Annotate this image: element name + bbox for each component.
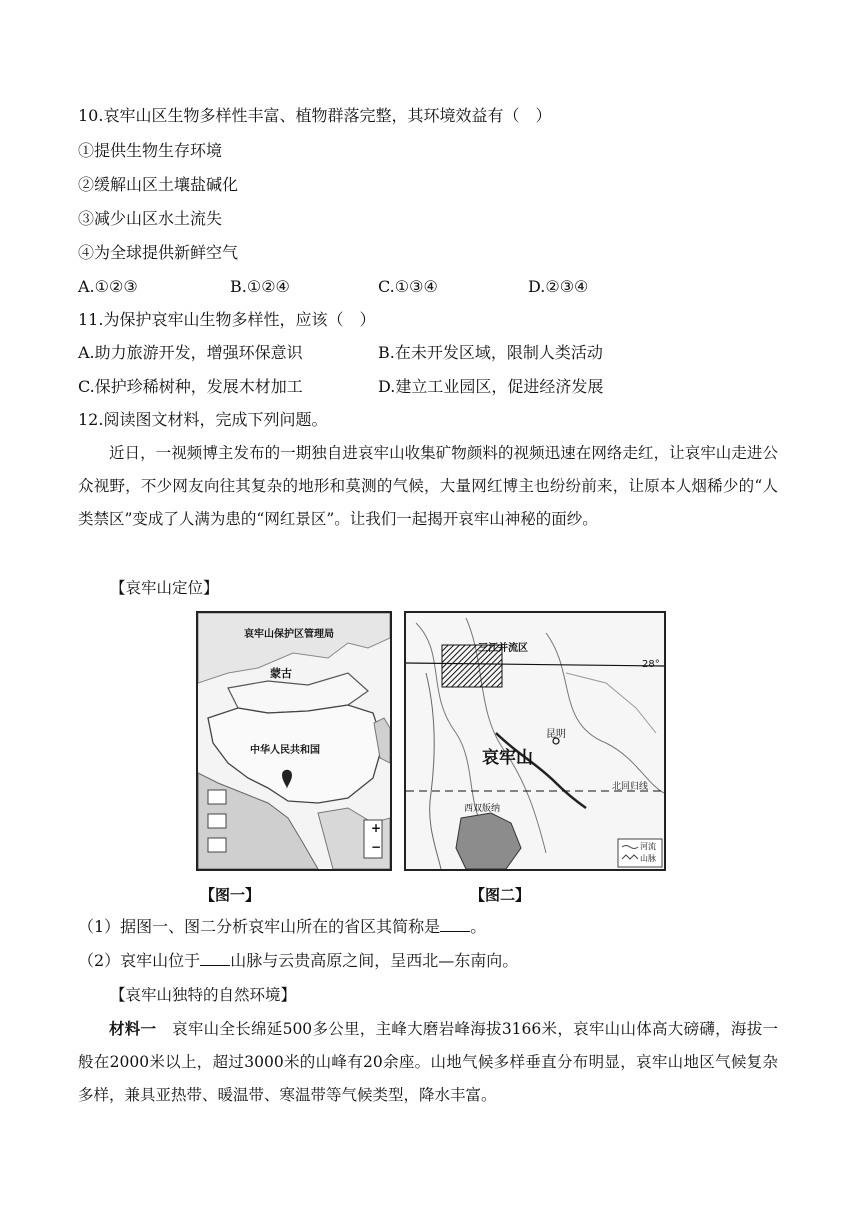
question-10-stem: 10.哀牢山区生物多样性丰富、植物群落完整，其环境效益有（ ） xyxy=(78,106,552,125)
material-1-text: 哀牢山全长绵延500多公里，主峰大磨岩峰海拔3166米，哀牢山山体高大磅礴，海拔一般在2000米以上，超过3000米的山峰有20余座。山地气候多样垂直分布明显，哀牢山地区气候复杂多样，兼具亚热带、暖温带、寒温带等气候类型，降水丰富。 xyxy=(78,1020,778,1104)
question-10-option-c: C.①③④ xyxy=(378,277,438,296)
section-environment-heading: 【哀牢山独特的自然环境】 xyxy=(110,986,297,1004)
subquestion-2-blank[interactable] xyxy=(200,951,230,966)
map-1-zoom-minus[interactable]: − xyxy=(371,840,382,854)
question-10-option-d: D.②③④ xyxy=(528,277,589,296)
subquestion-2 xyxy=(78,951,518,971)
map-1-title: 哀牢山保护区管理局 xyxy=(244,629,334,640)
map-figure-2 xyxy=(404,611,666,871)
subquestion-2-text: （2）哀牢山位于 xyxy=(78,951,201,970)
map-1-caption: 【图一】 xyxy=(200,886,261,904)
subquestion-1-text: （1）据图一、图二分析哀牢山所在的省区其简称是 xyxy=(78,917,441,936)
subquestion-1-end: 。 xyxy=(470,917,487,936)
subquestion-2-end: 山脉与云贵高原之间，呈西北—东南向。 xyxy=(230,951,519,970)
question-12-intro: 近日，一视频博主发布的一期独自进哀牢山收集矿物颜料的视频迅速在网络走红，让哀牢山走进公众视野，不少网友向往其复杂的地形和莫测的气候，大量网红博主也纷纷前来，让原本人烟稀少的“人类禁区”变成了人满为患的“网红景区”。让我们一起揭开哀牢山神秘的面纱。 xyxy=(78,444,778,528)
question-10-item-1: ①提供生物生存环境 xyxy=(78,141,223,160)
map-2-label-tropic: 北回归线 xyxy=(612,782,649,792)
question-10-item-4: ④为全球提供新鲜空气 xyxy=(78,243,239,262)
subquestion-1-blank[interactable] xyxy=(440,917,470,932)
question-10-option-b: B.①②④ xyxy=(230,277,290,296)
question-11-option-a: A.助力旅游开发，增强环保意识 xyxy=(78,343,303,362)
question-11-option-b: B.在未开发区域，限制人类活动 xyxy=(378,343,603,362)
map-1-label-mongolia: 蒙古 xyxy=(270,667,292,680)
map-2-drawing xyxy=(406,613,664,869)
question-10-item-2: ②缓解山区土壤盐碱化 xyxy=(78,175,239,194)
map-2-label-xishuangbanna: 西双版纳 xyxy=(464,804,501,814)
question-10-item-3: ③减少山区水土流失 xyxy=(78,209,223,228)
question-10-option-a: A.①②③ xyxy=(78,277,138,296)
subquestion-1 xyxy=(78,917,486,937)
map-1-zoom-plus[interactable]: + xyxy=(371,821,382,835)
map-2-caption: 【图二】 xyxy=(470,886,531,904)
map-2-legend-river: 河流 xyxy=(640,842,656,851)
question-11-option-c: C.保护珍稀树种，发展木材加工 xyxy=(78,377,303,396)
map-2-label-kunming: 昆明 xyxy=(546,729,566,740)
map-2-label-sanjiang: 三江并流区 xyxy=(478,643,528,654)
map-1-label-china: 中华人民共和国 xyxy=(250,745,320,756)
material-1 xyxy=(78,1012,778,1112)
map-2-label-ailao: 哀牢山 xyxy=(482,748,533,768)
map-2-label-latitude: 28° xyxy=(642,659,660,670)
section-location-heading: 【哀牢山定位】 xyxy=(110,579,219,597)
map-2-legend-mountain: 山脉 xyxy=(640,854,656,863)
question-11-option-d: D.建立工业园区，促进经济发展 xyxy=(378,377,604,396)
question-11-stem: 11.为保护哀牢山生物多样性，应该（ ） xyxy=(78,310,376,329)
material-1-label: 材料一 xyxy=(109,1019,157,1038)
map-figure-1 xyxy=(196,611,392,871)
question-12-stem: 12.阅读图文材料，完成下列问题。 xyxy=(78,410,328,429)
